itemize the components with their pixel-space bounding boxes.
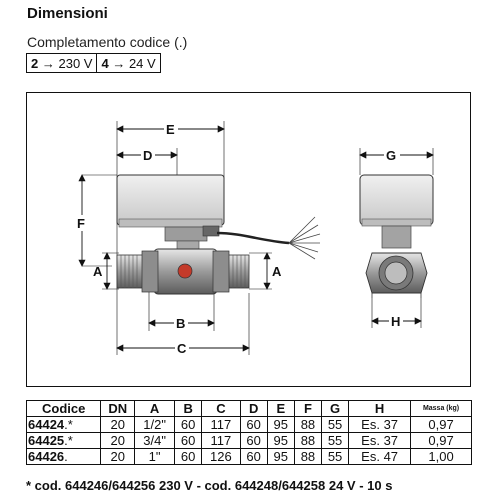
dimension-drawing: [26, 92, 471, 387]
code-completion-label: Completamento codice (.): [27, 34, 188, 50]
col-header: C: [202, 401, 240, 417]
voltage-options-table: [26, 53, 161, 73]
valve-end-view: [366, 253, 427, 298]
col-header: E: [267, 401, 294, 417]
col-header-mass: Massa (kg): [411, 401, 472, 417]
option-230v: 2 → 230 V: [27, 54, 97, 73]
section-title: Dimensioni: [27, 5, 108, 22]
col-header: D: [240, 401, 267, 417]
table-row: 64425.* 20 3/4" 60 117 60 95 88 55 Es. 37 0,97: [27, 433, 472, 449]
dim-label-g: G: [386, 148, 397, 163]
table-row: 64424.* 20 1/2" 60 117 60 95 88 55 Es. 37 0,97: [27, 417, 472, 433]
dimensions-table: [26, 400, 472, 465]
dim-label-d: D: [143, 148, 153, 163]
col-header: A: [135, 401, 175, 417]
dim-label-c: C: [177, 341, 187, 356]
table-row: 64426. 20 1" 60 126 60 95 88 55 Es. 47 1,00: [27, 449, 472, 465]
valve-body-side-view: [117, 249, 249, 294]
dim-label-b: B: [176, 316, 186, 331]
col-header: H: [349, 401, 411, 417]
col-header: G: [322, 401, 349, 417]
col-header: F: [294, 401, 321, 417]
valve-technical-drawing: [27, 93, 472, 388]
col-header: B: [175, 401, 202, 417]
actuator-end-view: [360, 175, 433, 248]
dim-label-f: F: [77, 216, 85, 231]
col-header: Codice: [27, 401, 101, 417]
dim-label-a-right: A: [272, 264, 282, 279]
dim-label-e: E: [166, 122, 175, 137]
dim-label-h: H: [391, 314, 401, 329]
option-24v: 4 → 24 V: [97, 54, 160, 73]
dim-label-a-left: A: [93, 264, 103, 279]
actuator-side-view: [117, 175, 320, 259]
col-header: DN: [101, 401, 135, 417]
table-header-row: [27, 401, 472, 417]
footnote: * cod. 644246/644256 230 V - cod. 644248/644258 24 V - 10 s: [26, 478, 393, 493]
